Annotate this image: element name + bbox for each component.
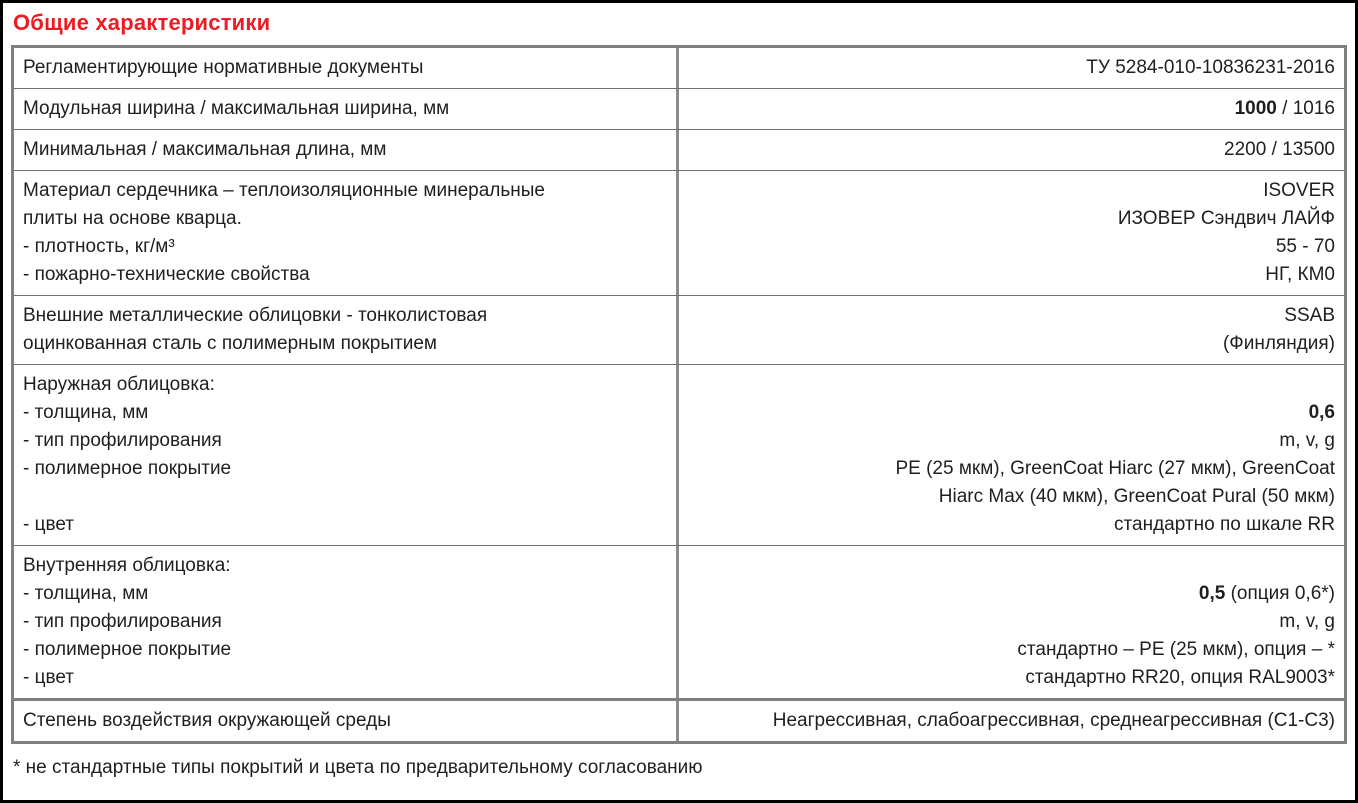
characteristic-value (679, 296, 1344, 364)
label-line: Минимальная / максимальная длина, мм (23, 139, 387, 160)
table-row (14, 48, 1344, 88)
characteristic-label (14, 701, 679, 741)
value-line: SSAB (1284, 305, 1335, 326)
label-line: - полимерное покрытие (23, 458, 232, 479)
label-line: - толщина, мм (23, 402, 149, 423)
value-line: Hiarc Max (40 мкм), GreenCoat Pural (50 мкм) (938, 486, 1335, 507)
value-line: ISOVER (1263, 180, 1335, 201)
footnote: * не стандартные типы покрытий и цвета по предварительному согласованию (13, 757, 703, 778)
label-line: Степень воздействия окружающей среды (23, 710, 391, 731)
table-row (14, 698, 1344, 741)
page-title: Общие характеристики (13, 10, 271, 35)
value-line (688, 552, 1335, 580)
label-line: - тип профилирования (23, 611, 222, 632)
characteristic-label (14, 171, 679, 295)
label-line: оцинкованная сталь с полимерным покрытием (23, 333, 437, 354)
characteristic-label (14, 546, 679, 698)
table-row (14, 170, 1344, 295)
value-line: НГ, КМ0 (1265, 264, 1335, 285)
label-line: - цвет (23, 514, 75, 535)
value-line (688, 371, 1335, 399)
value-line: 1000 / 1016 (1234, 98, 1335, 119)
value-line: 55 - 70 (1275, 236, 1335, 257)
label-line: - полимерное покрытие (23, 639, 232, 660)
characteristics-table (11, 45, 1347, 744)
label-line: - толщина, мм (23, 583, 149, 604)
value-line: Неагрессивная, слабоагрессивная, среднеагрессивная (C1-C3) (772, 710, 1335, 731)
label-line: - цвет (23, 667, 75, 688)
label-line: Внешние металлические облицовки - тонколистовая (23, 305, 488, 326)
label-line: Наружная облицовка: (23, 374, 215, 395)
characteristic-label (14, 365, 679, 545)
table-row (14, 295, 1344, 364)
characteristic-value (679, 130, 1344, 170)
value-line: стандартно по шкале RR (1114, 514, 1335, 535)
label-line: Внутренняя облицовка: (23, 555, 231, 576)
value-line: ИЗОВЕР Сэндвич ЛАЙФ (1117, 208, 1335, 229)
characteristic-value (679, 546, 1344, 698)
value-line: ТУ 5284-010-10836231-2016 (1086, 57, 1335, 78)
label-line: Модульная ширина / максимальная ширина, мм (23, 98, 450, 119)
characteristic-value (679, 365, 1344, 545)
value-line: PE (25 мкм), GreenCoat Hiarc (27 мкм), GreenCoat (895, 458, 1335, 479)
characteristic-value (679, 48, 1344, 88)
value-line: 0,5 (опция 0,6*) (1198, 583, 1335, 604)
characteristic-label (14, 48, 679, 88)
characteristic-value (679, 171, 1344, 295)
table-row (14, 545, 1344, 698)
table-row (14, 129, 1344, 170)
value-line: m, v, g (1279, 430, 1335, 451)
characteristic-label (14, 130, 679, 170)
value-line: стандартно RR20, опция RAL9003* (1025, 667, 1335, 688)
table-row (14, 88, 1344, 129)
characteristic-label (14, 296, 679, 364)
label-line: Регламентирующие нормативные документы (23, 57, 424, 78)
value-line: m, v, g (1279, 611, 1335, 632)
label-line: плиты на основе кварца. (23, 208, 242, 229)
label-line: - пожарно-технические свойства (23, 264, 310, 285)
value-line: (Финляндия) (1222, 333, 1335, 354)
label-line (23, 483, 667, 511)
characteristic-label (14, 89, 679, 129)
label-line: Материал сердечника – теплоизоляционные минеральные (23, 180, 545, 201)
label-line: - тип профилирования (23, 430, 222, 451)
characteristic-value (679, 701, 1344, 741)
label-line: - плотность, кг/м³ (23, 236, 175, 257)
value-line: стандартно – PE (25 мкм), опция – * (1017, 639, 1335, 660)
characteristic-value (679, 89, 1344, 129)
value-line: 2200 / 13500 (1224, 139, 1335, 160)
table-row (14, 364, 1344, 545)
value-line: 0,6 (1308, 402, 1335, 423)
